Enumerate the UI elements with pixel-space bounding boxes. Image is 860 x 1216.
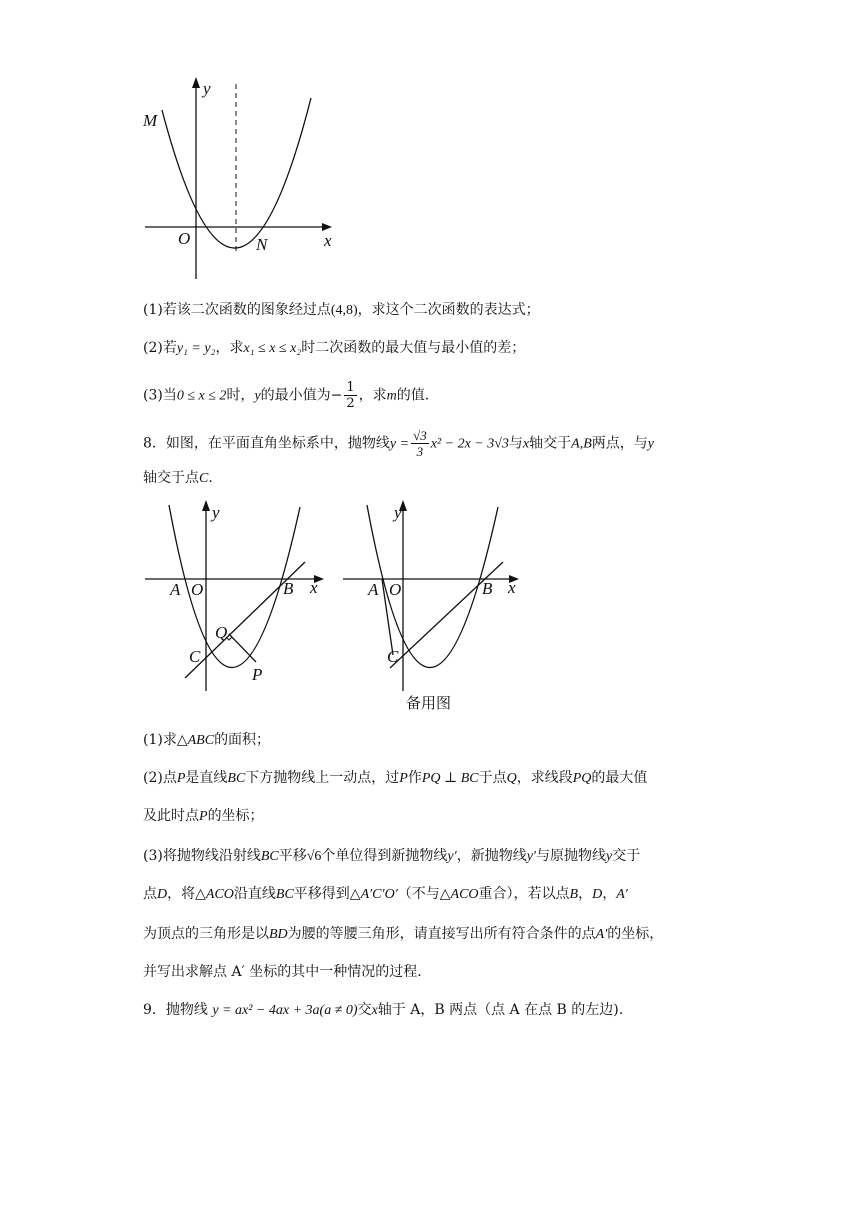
- var-p: P: [399, 771, 408, 786]
- q9-stem: [143, 1000, 623, 1021]
- triangle-aco: △ACO: [195, 887, 234, 902]
- q8-part2-line1: [143, 768, 647, 789]
- triangle-aco: △ACO: [439, 887, 479, 902]
- q7-part3-range: 0 ≤ x ≤ 2: [176, 388, 227, 404]
- origin-label: O: [191, 580, 204, 599]
- text: 交于: [612, 848, 641, 864]
- text: 及此时点: [143, 808, 199, 824]
- q7-part1: [143, 300, 540, 321]
- figure-caption: 备用图: [406, 694, 452, 712]
- var-y: y: [605, 849, 613, 864]
- q8-stem-y: y: [647, 436, 654, 452]
- q9-equation: y = ax² − 4ax + 3a(a ≠ 0): [212, 1003, 358, 1018]
- x-axis-label: x: [508, 578, 516, 597]
- y-axis-arrow: [202, 500, 210, 511]
- q9-mid: 交: [357, 1002, 372, 1018]
- y-axis-arrow: [192, 77, 200, 88]
- q7-part1-point: (4,8): [330, 303, 358, 318]
- y-axis-label: y: [203, 79, 211, 98]
- text: 为顶点的三角形是以: [143, 926, 269, 942]
- q7-part3-mid3: ，求: [358, 387, 387, 404]
- point-c-label: C: [387, 647, 399, 666]
- x-axis-label: x: [324, 231, 332, 250]
- text: ，: [578, 886, 593, 902]
- x-axis-arrow: [322, 223, 332, 231]
- triangle-aco-prime: △A′C′O′: [349, 887, 398, 902]
- y-axis-label: y: [394, 503, 402, 522]
- q8-part1: [143, 730, 270, 751]
- text: 的最大值: [591, 770, 648, 786]
- text: 点: [143, 886, 157, 902]
- text: (3)将抛物线沿射线: [143, 848, 261, 864]
- segment-pq: [229, 634, 256, 662]
- q7-part3: [143, 380, 429, 411]
- text: (2)点: [143, 770, 177, 786]
- q7-part1-suffix: ，求这个二次函数的表达式；: [357, 302, 540, 318]
- var-bc: BC: [275, 887, 294, 902]
- var-y-prime: y′: [447, 849, 457, 864]
- q9-x: x: [371, 1003, 378, 1018]
- q8-stem-text: 8．如图，在平面直角坐标系中，抛物线: [143, 435, 390, 452]
- text: 下方抛物线上一动点，过: [245, 770, 400, 786]
- x-axis-label: x: [310, 578, 318, 597]
- var-q: Q: [506, 771, 517, 786]
- q7-part3-suffix: 的值.: [396, 387, 430, 404]
- q8-part3-line4: [143, 962, 422, 982]
- q8-stem-line2-text: 轴交于点: [143, 470, 199, 486]
- origin-label: O: [389, 580, 402, 599]
- text: ，求线段: [516, 770, 573, 786]
- var-b: B: [569, 887, 579, 902]
- sqrt-6: √6: [306, 849, 322, 864]
- q7-part2-range: x₁ ≤ x ≤ x₂: [243, 341, 302, 356]
- q8-part3-line1: [143, 846, 640, 867]
- q7-part3-mid1: 时，: [226, 387, 255, 404]
- q7-part2-text: (2)若: [143, 340, 177, 356]
- q7-part3-minus: −: [330, 387, 343, 404]
- fraction-denominator: 3: [416, 444, 424, 459]
- q8-stem-line2: [143, 468, 213, 489]
- text: ，: [602, 886, 617, 902]
- fraction-denominator: 2: [346, 396, 355, 411]
- var-y-prime: y′: [526, 849, 536, 864]
- q7-part3-m: m: [386, 388, 397, 404]
- q8-eq-rest: x² − 2x − 3√3: [430, 436, 509, 452]
- q7-part2: [143, 338, 525, 359]
- line-bc: [390, 562, 503, 668]
- q8-eq-fraction: [411, 428, 429, 459]
- q7-part3-fraction: [344, 380, 356, 411]
- point-a-label: A: [368, 580, 379, 599]
- q8-stem-suffix: 两点，与: [591, 435, 648, 452]
- perp-expr: PQ ⊥ BC: [421, 771, 479, 786]
- q7-part3-text: (3)当: [143, 387, 177, 404]
- text: 沿直线: [233, 886, 276, 902]
- var-p: P: [176, 771, 186, 786]
- text: 为腰的等腰三角形，请直接写出所有符合条件的点: [287, 926, 596, 942]
- point-q-label: Q: [215, 623, 228, 642]
- text: ，新抛物线: [456, 848, 527, 864]
- text: ，将: [167, 886, 196, 902]
- point-c-label: C: [189, 647, 201, 666]
- point-b-label: B: [283, 579, 294, 598]
- text: 重合），若以点: [478, 886, 570, 902]
- text: 作: [407, 770, 422, 786]
- q8-stem-x: x: [522, 436, 530, 452]
- q8-stem-mid2: 轴交于: [529, 435, 572, 452]
- q8-part1-triangle: △ABC: [176, 733, 215, 748]
- q8-part3-line2: [143, 884, 628, 905]
- var-bc: BC: [227, 771, 246, 786]
- figure-parabola-mn: [140, 72, 350, 287]
- q7-part1-text: (1)若该二次函数的图象经过点: [143, 302, 331, 318]
- q7-part2-mid: ，求: [215, 340, 244, 356]
- text: 是直线: [185, 770, 228, 786]
- fraction-numerator: √3: [413, 428, 427, 443]
- point-b-label: B: [482, 579, 493, 598]
- text: 的坐标，: [607, 926, 664, 942]
- figure-q8-main: [140, 496, 330, 696]
- text: 平移: [278, 848, 307, 864]
- text: 与原抛物线: [535, 848, 606, 864]
- q9-text: 9．抛物线: [143, 1002, 208, 1018]
- point-m-label: M: [143, 111, 158, 130]
- q8-part1-text: (1)求: [143, 732, 177, 748]
- q8-stem-c: C: [199, 471, 209, 486]
- q8-part1-end: 的面积；: [214, 732, 271, 748]
- q7-part2-condition: y₁ = y₂: [176, 341, 216, 356]
- q9-rest: 轴于 A，B 两点（点 A 在点 B 的左边).: [377, 1002, 624, 1018]
- q8-stem-ab: A,B: [571, 436, 592, 452]
- var-bc: BC: [260, 849, 279, 864]
- var-a-prime: A′: [595, 927, 608, 942]
- var-p: P: [199, 809, 208, 824]
- y-axis-label: y: [212, 503, 220, 522]
- var-bd: BD: [269, 927, 288, 942]
- text: 于点: [478, 770, 507, 786]
- figure-q8-backup: [338, 496, 528, 716]
- point-a-label: A: [170, 580, 181, 599]
- var-d: D: [592, 887, 603, 902]
- q8-eq-y: y =: [389, 436, 410, 452]
- q8-stem-mid: 与: [508, 435, 523, 452]
- point-n-label: N: [256, 235, 268, 254]
- q8-stem-end: .: [208, 470, 213, 486]
- text: 的坐标；: [207, 808, 264, 824]
- text: 个单位得到新抛物线: [321, 848, 448, 864]
- var-d: D: [157, 887, 168, 902]
- origin-label: O: [178, 229, 191, 248]
- text: 并写出求解点 A′ 坐标的其中一种情况的过程.: [143, 964, 422, 980]
- var-a-prime: A′: [616, 887, 628, 902]
- text: （不与: [397, 886, 440, 902]
- parabola-curve: [367, 505, 498, 668]
- q7-part2-suffix: 时二次函数的最大值与最小值的差；: [301, 340, 526, 356]
- q8-part2-line2: [143, 806, 264, 827]
- var-pq: PQ: [572, 771, 592, 786]
- q7-part3-mid2: 的最小值为: [260, 387, 331, 404]
- fraction-numerator: 1: [346, 380, 355, 395]
- point-p-label: P: [252, 665, 263, 684]
- q8-part3-line3: [143, 924, 663, 945]
- q8-stem-line1: [143, 428, 654, 459]
- text: 平移得到: [293, 886, 350, 902]
- q7-part3-var: y: [254, 388, 261, 404]
